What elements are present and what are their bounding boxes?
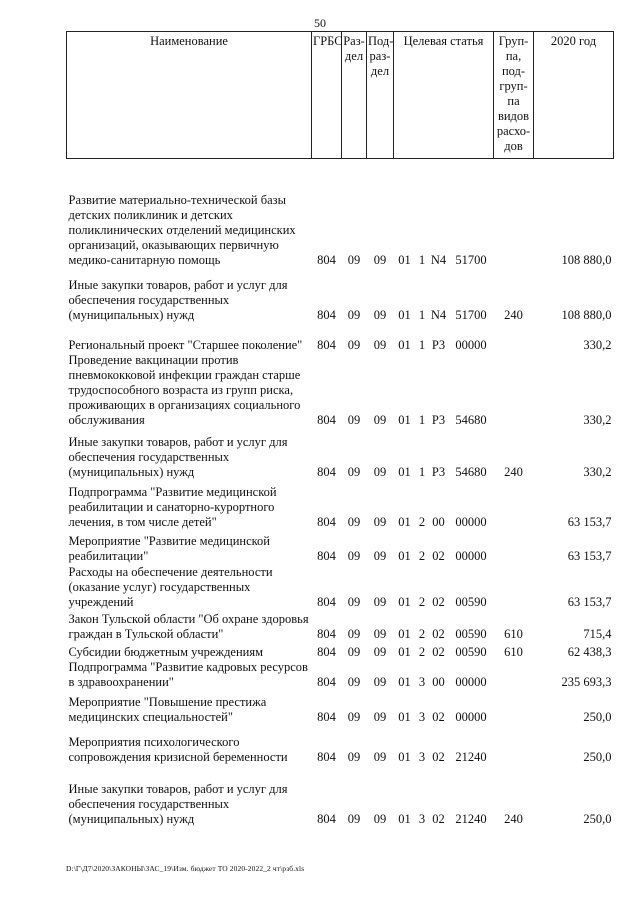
row-grbs: 804 bbox=[317, 812, 336, 826]
header-year: 2020 год bbox=[534, 32, 614, 159]
row-target-program: 01 bbox=[398, 308, 411, 322]
row-razdel: 09 bbox=[347, 675, 361, 689]
table-row bbox=[67, 725, 614, 765]
table-row bbox=[67, 660, 614, 690]
row-target-subprogram: 3 bbox=[418, 812, 426, 826]
row-razdel: 09 bbox=[347, 750, 361, 764]
row-target-event: 00 bbox=[432, 675, 445, 689]
header-podrazdel: Под- раз- дел bbox=[367, 32, 394, 159]
row-podrazdel: 09 bbox=[373, 675, 387, 689]
row-target-subprogram: 2 bbox=[418, 515, 426, 529]
row-amount: 108 880,0 bbox=[561, 308, 612, 322]
row-podrazdel: 09 bbox=[373, 515, 387, 529]
row-target-subprogram: 3 bbox=[418, 750, 426, 764]
row-amount: 63 153,7 bbox=[567, 549, 612, 563]
row-name: Расходы на обеспечение деятельности (оказание услуг) государственных учреждений bbox=[68, 565, 273, 609]
page-number: 50 bbox=[314, 16, 326, 30]
row-amount: 250,0 bbox=[583, 750, 612, 764]
row-razdel: 09 bbox=[347, 338, 361, 352]
row-name: Подпрограмма "Развитие кадровых ресурсов в здравоохранении" bbox=[68, 660, 308, 689]
table-row bbox=[67, 564, 614, 610]
row-target-direction: 00000 bbox=[455, 710, 487, 724]
row-grbs: 804 bbox=[317, 645, 336, 659]
row-target-subprogram: 1 bbox=[418, 308, 426, 322]
row-target-direction: 54680 bbox=[455, 413, 487, 427]
row-podrazdel: 09 bbox=[373, 710, 387, 724]
row-razdel: 09 bbox=[347, 710, 361, 724]
row-target-program: 01 bbox=[398, 710, 411, 724]
row-grbs: 804 bbox=[317, 338, 336, 352]
row-grbs: 804 bbox=[317, 549, 336, 563]
row-amount: 63 153,7 bbox=[567, 515, 612, 529]
row-target-event: N4 bbox=[430, 308, 447, 322]
row-expense-group bbox=[494, 173, 534, 268]
row-podrazdel: 09 bbox=[373, 750, 387, 764]
row-target-event: 02 bbox=[432, 645, 445, 659]
row-name: Проведение вакцинации против пневмококковой инфекции граждан старше трудоспособного возраста из групп риска, проживающих в организациях социального обслуживания bbox=[68, 353, 301, 427]
row-razdel: 09 bbox=[347, 627, 361, 641]
row-expense-group: 610 bbox=[504, 645, 523, 659]
table-row bbox=[67, 642, 614, 660]
row-target-event: 02 bbox=[432, 710, 445, 724]
row-podrazdel: 09 bbox=[373, 465, 387, 479]
row-razdel: 09 bbox=[347, 253, 361, 267]
row-expense-group: 240 bbox=[504, 308, 523, 322]
row-target-direction: 21240 bbox=[455, 750, 487, 764]
row-grbs: 804 bbox=[317, 675, 336, 689]
table-row bbox=[67, 480, 614, 530]
header-name: Наименование bbox=[67, 32, 312, 159]
row-target-direction: 00000 bbox=[455, 549, 487, 563]
row-target-subprogram: 2 bbox=[418, 595, 426, 609]
row-name: Подпрограмма "Развитие медицинской реабилитации и санаторно-курортного лечения, в том числе детей" bbox=[68, 485, 277, 529]
row-target-program: 01 bbox=[398, 750, 411, 764]
row-target-program: 01 bbox=[398, 549, 411, 563]
row-amount: 63 153,7 bbox=[567, 595, 612, 609]
row-target-direction: 00000 bbox=[455, 675, 487, 689]
row-target-direction: 21240 bbox=[455, 812, 487, 826]
table-row bbox=[67, 765, 614, 827]
row-name: Развитие материально-технической базы детских поликлиник и детских поликлинических отделений медицинских организаций, оказывающих первичную медико-санитарную помощь bbox=[68, 193, 296, 267]
row-target-direction: 00590 bbox=[455, 595, 487, 609]
row-target-subprogram: 3 bbox=[418, 710, 426, 724]
row-amount: 715,4 bbox=[583, 627, 612, 641]
row-target-program: 01 bbox=[398, 627, 411, 641]
row-target-subprogram: 3 bbox=[418, 675, 426, 689]
row-target-program: 01 bbox=[398, 675, 411, 689]
row-podrazdel: 09 bbox=[373, 549, 387, 563]
table-row bbox=[67, 268, 614, 323]
row-name: Закон Тульской области "Об охране здоровья граждан в Тульской области" bbox=[68, 612, 309, 641]
table-row bbox=[67, 323, 614, 353]
row-amount: 250,0 bbox=[583, 812, 612, 826]
row-target-event: 02 bbox=[432, 595, 445, 609]
row-target-event: P3 bbox=[431, 338, 446, 352]
row-razdel: 09 bbox=[347, 812, 361, 826]
row-target-event: 02 bbox=[432, 750, 445, 764]
row-target-direction: 00000 bbox=[455, 515, 487, 529]
row-grbs: 804 bbox=[317, 253, 336, 267]
table-row bbox=[67, 610, 614, 642]
row-target-program: 01 bbox=[398, 515, 411, 529]
row-expense-group bbox=[494, 530, 534, 564]
row-name: Мероприятия психологического сопровождения кризисной беременности bbox=[68, 735, 288, 764]
row-target-program: 01 bbox=[398, 253, 411, 267]
row-target-program: 01 bbox=[398, 595, 411, 609]
row-razdel: 09 bbox=[347, 515, 361, 529]
table-row bbox=[67, 173, 614, 268]
row-podrazdel: 09 bbox=[373, 338, 387, 352]
row-podrazdel: 09 bbox=[373, 645, 387, 659]
row-target-subprogram: 2 bbox=[418, 627, 426, 641]
row-target-event: P3 bbox=[431, 413, 446, 427]
row-target-subprogram: 1 bbox=[418, 338, 426, 352]
row-amount: 330,2 bbox=[583, 465, 612, 479]
row-grbs: 804 bbox=[317, 710, 336, 724]
row-target-subprogram: 2 bbox=[418, 645, 426, 659]
row-podrazdel: 09 bbox=[373, 413, 387, 427]
row-razdel: 09 bbox=[347, 549, 361, 563]
row-target-direction: 00590 bbox=[455, 627, 487, 641]
row-expense-group: 240 bbox=[504, 465, 523, 479]
file-path-footer: D:\Г\Д7\2020\ЗАКОНЫ\ЗАС_19\Изм. бюджет ТО 2020-2022_2 чт\рзб.xls bbox=[66, 864, 305, 873]
table-row bbox=[67, 428, 614, 480]
row-target-event: 02 bbox=[432, 627, 445, 641]
row-grbs: 804 bbox=[317, 750, 336, 764]
row-target-event: 02 bbox=[432, 549, 445, 563]
row-expense-group: 610 bbox=[504, 627, 523, 641]
row-name: Иные закупки товаров, работ и услуг для обеспечения государственных (муниципальных) нужд bbox=[68, 435, 288, 479]
header-razdel: Раз- дел bbox=[342, 32, 367, 159]
row-name: Мероприятие "Развитие медицинской реабилитации" bbox=[68, 534, 270, 563]
row-target-program: 01 bbox=[398, 338, 411, 352]
row-target-event: 02 bbox=[432, 812, 445, 826]
row-amount: 330,2 bbox=[583, 413, 612, 427]
row-razdel: 09 bbox=[347, 308, 361, 322]
table-body bbox=[67, 159, 614, 828]
row-target-program: 01 bbox=[398, 645, 411, 659]
row-target-event: N4 bbox=[430, 253, 447, 267]
row-razdel: 09 bbox=[347, 645, 361, 659]
row-expense-group bbox=[494, 353, 534, 428]
row-amount: 235 693,3 bbox=[561, 675, 612, 689]
row-target-direction: 00000 bbox=[455, 338, 487, 352]
row-expense-group: 240 bbox=[504, 812, 523, 826]
row-expense-group bbox=[494, 323, 534, 353]
row-target-direction: 51700 bbox=[455, 308, 487, 322]
row-grbs: 804 bbox=[317, 627, 336, 641]
row-target-program: 01 bbox=[398, 465, 411, 479]
row-razdel: 09 bbox=[347, 465, 361, 479]
row-target-direction: 51700 bbox=[455, 253, 487, 267]
row-grbs: 804 bbox=[317, 515, 336, 529]
row-target-event: 00 bbox=[432, 515, 445, 529]
row-podrazdel: 09 bbox=[373, 595, 387, 609]
row-target-subprogram: 1 bbox=[418, 413, 426, 427]
table-header-row bbox=[67, 32, 614, 159]
row-expense-group bbox=[494, 725, 534, 765]
row-podrazdel: 09 bbox=[373, 627, 387, 641]
row-target-program: 01 bbox=[398, 413, 411, 427]
header-grbs: ГРБС bbox=[312, 32, 342, 159]
row-name: Иные закупки товаров, работ и услуг для обеспечения государственных (муниципальных) нужд bbox=[68, 782, 288, 826]
row-expense-group bbox=[494, 480, 534, 530]
row-grbs: 804 bbox=[317, 595, 336, 609]
row-expense-group bbox=[494, 690, 534, 725]
row-razdel: 09 bbox=[347, 413, 361, 427]
row-grbs: 804 bbox=[317, 413, 336, 427]
row-expense-group bbox=[494, 564, 534, 610]
row-podrazdel: 09 bbox=[373, 253, 387, 267]
row-name: Мероприятие "Повышение престижа медицинских специальностей" bbox=[68, 695, 267, 724]
row-amount: 250,0 bbox=[583, 710, 612, 724]
row-grbs: 804 bbox=[317, 465, 336, 479]
row-grbs: 804 bbox=[317, 308, 336, 322]
row-target-subprogram: 2 bbox=[418, 549, 426, 563]
row-target-program: 01 bbox=[398, 812, 411, 826]
header-expense-group: Груп- па, под- груп- па видов расхо- дов bbox=[494, 32, 534, 159]
row-podrazdel: 09 bbox=[373, 812, 387, 826]
row-podrazdel: 09 bbox=[373, 308, 387, 322]
row-amount: 330,2 bbox=[583, 338, 612, 352]
table-row bbox=[67, 690, 614, 725]
row-amount: 62 438,3 bbox=[567, 645, 612, 659]
row-target-event: P3 bbox=[431, 465, 446, 479]
row-target-direction: 54680 bbox=[455, 465, 487, 479]
row-amount: 108 880,0 bbox=[561, 253, 612, 267]
table-row bbox=[67, 353, 614, 428]
row-expense-group bbox=[494, 660, 534, 690]
row-name: Иные закупки товаров, работ и услуг для обеспечения государственных (муниципальных) нужд bbox=[68, 278, 288, 322]
row-razdel: 09 bbox=[347, 595, 361, 609]
row-target-subprogram: 1 bbox=[418, 465, 426, 479]
row-target-direction: 00590 bbox=[455, 645, 487, 659]
row-target-subprogram: 1 bbox=[418, 253, 426, 267]
spacer-row bbox=[67, 159, 614, 174]
budget-table bbox=[66, 31, 614, 827]
row-name: Субсидии бюджетным учреждениям bbox=[68, 645, 264, 659]
table-row bbox=[67, 530, 614, 564]
header-target-article: Целевая статья bbox=[394, 32, 494, 159]
row-name: Региональный проект "Старшее поколение" bbox=[68, 338, 303, 352]
